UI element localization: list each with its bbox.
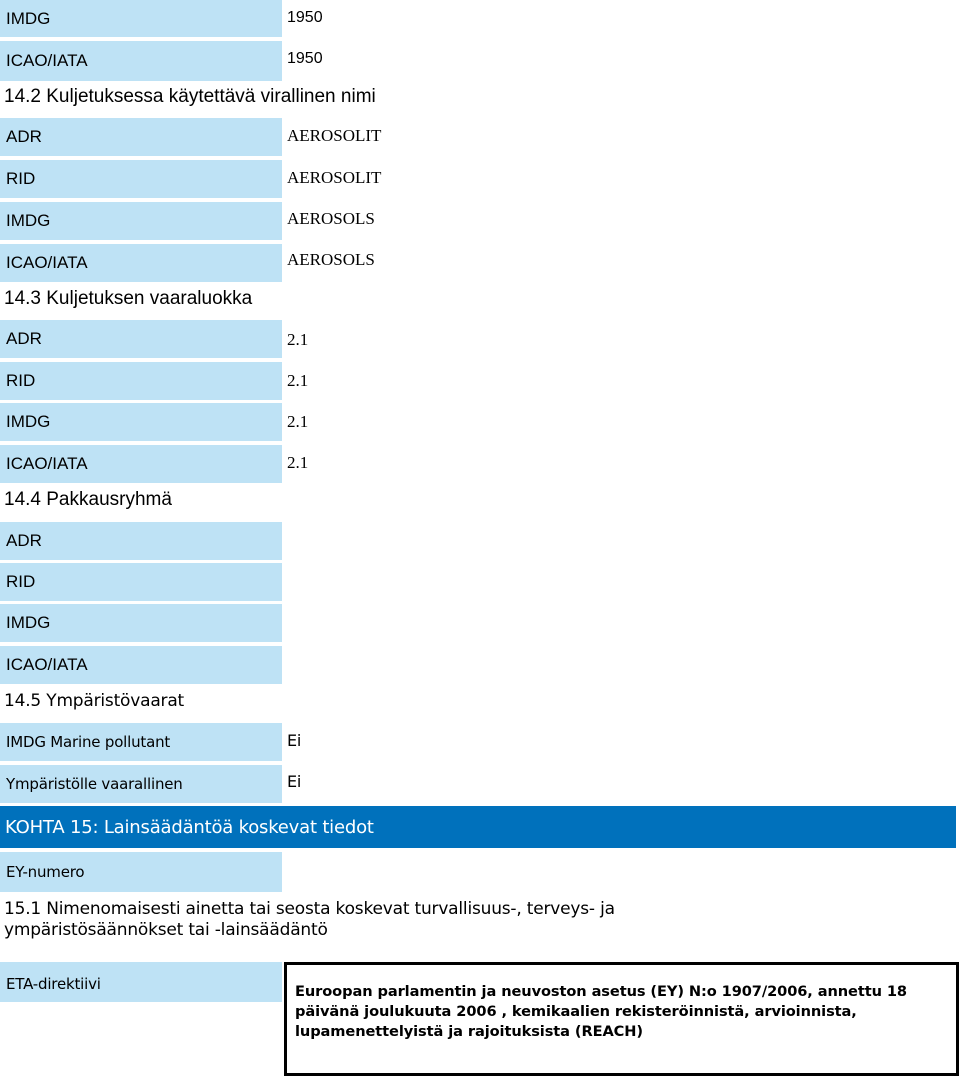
heading-14-2: 14.2 Kuljetuksessa käytettävä virallinen nimi xyxy=(4,86,376,107)
label-ey-number: EY-numero xyxy=(0,852,282,892)
eta-value-line-2: päivänä joulukuuta 2006 , kemikaalien rekisteröinnistä, arvioinnista, xyxy=(295,1003,857,1020)
label-icao-name: ICAO/IATA xyxy=(0,244,282,282)
label-icao-class: ICAO/IATA xyxy=(0,445,282,483)
eta-value-line-3: lupamenettelyistä ja rajoituksista (REACH) xyxy=(295,1023,643,1040)
value-icao-name: AEROSOLS xyxy=(287,250,375,269)
value-rid-class: 2.1 xyxy=(287,371,309,390)
value-icao-class: 2.1 xyxy=(287,453,309,472)
label-icao-packing: ICAO/IATA xyxy=(0,646,282,684)
eta-value-line-1: Euroopan parlamentin ja neuvoston asetus (EY) N:o 1907/2006, annettu 18 xyxy=(295,983,907,1000)
heading-14-4: 14.4 Pakkausryhmä xyxy=(4,489,172,510)
label-imdg-packing: IMDG xyxy=(0,604,282,642)
heading-14-5: 14.5 Ympäristövaarat xyxy=(4,691,185,711)
label-rid-name: RID xyxy=(0,160,282,198)
value-environmental-hazard: Ei xyxy=(287,772,302,791)
label-environmental-hazard: Ympäristölle vaarallinen xyxy=(0,765,282,803)
label-icao-un-number: ICAO/IATA xyxy=(0,41,282,81)
label-imdg-un-number: IMDG xyxy=(0,0,282,37)
value-adr-class: 2.1 xyxy=(287,330,309,349)
value-imdg-name: AEROSOLS xyxy=(287,209,375,228)
label-eta-directive: ETA-direktiivi xyxy=(0,962,282,1002)
heading-15-1-line2: ympäristösäännökset tai -lainsäädäntö xyxy=(4,920,328,940)
label-rid-class: RID xyxy=(0,362,282,400)
value-icao-un-number: 1950 xyxy=(287,50,323,67)
heading-15-1-line1: 15.1 Nimenomaisesti ainetta tai seosta koskevat turvallisuus-, terveys- ja xyxy=(4,899,615,919)
value-marine-pollutant: Ei xyxy=(287,731,302,750)
label-imdg-class: IMDG xyxy=(0,403,282,441)
heading-14-3: 14.3 Kuljetuksen vaaraluokka xyxy=(4,288,253,309)
label-adr-packing: ADR xyxy=(0,522,282,560)
label-marine-pollutant: IMDG Marine pollutant xyxy=(0,723,282,761)
label-rid-packing: RID xyxy=(0,563,282,601)
label-adr-class: ADR xyxy=(0,320,282,358)
section-15-banner: KOHTA 15: Lainsäädäntöä koskevat tiedot xyxy=(0,806,956,848)
value-rid-name: AEROSOLIT xyxy=(287,168,382,187)
label-adr-name: ADR xyxy=(0,118,282,156)
heading-15-1 xyxy=(4,899,615,941)
eta-directive-value-box xyxy=(284,962,959,1076)
value-imdg-class: 2.1 xyxy=(287,412,309,431)
value-adr-name: AEROSOLIT xyxy=(287,126,382,145)
value-imdg-un-number: 1950 xyxy=(287,9,323,26)
label-imdg-name: IMDG xyxy=(0,202,282,240)
